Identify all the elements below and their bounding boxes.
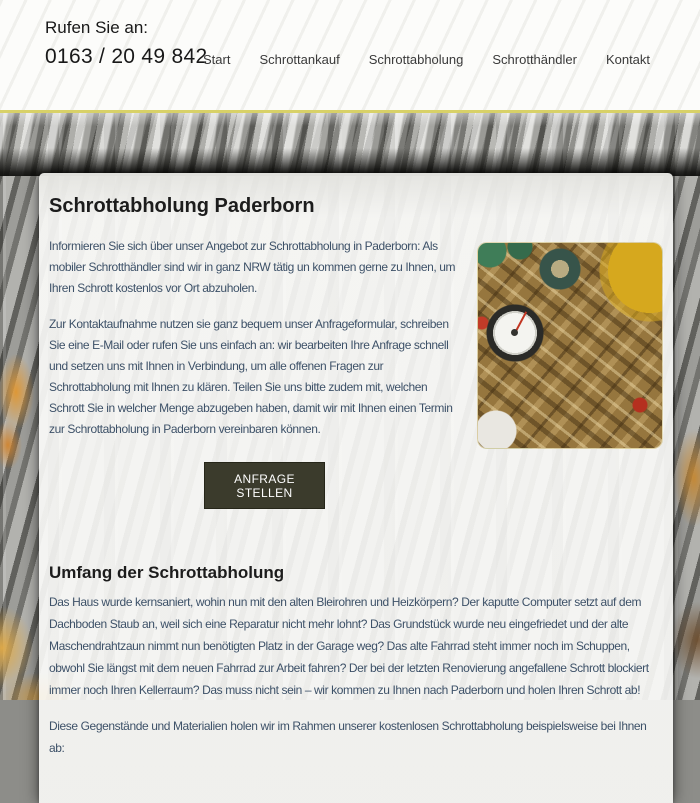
gauge-hub-shape: [511, 329, 518, 336]
contact-paragraph: Zur Kontaktaufnahme nutzen sie ganz bequem unser Anfrageformular, schreiben Sie eine E-Mail oder rufen Sie uns einfach an: wir bearbeiten Ihre Anfrage schnell und setzen uns mit Ihnen in Verbindung, um alle offenen Fragen zur Schrottabholung mit Ihnen zu klären. Teilen Sie uns bitte zudem mit, welchen Schrott Sie in welcher Menge abzugeben haben, damit wir mit Ihnen einen Termin zur Schrottabholung in Paderborn vereinbaren können.: [49, 317, 453, 436]
section-title: Umfang der Schrottabholung: [49, 563, 285, 582]
body-paragraph: Das Haus wurde kernsaniert, wohin nun mit den alten Bleirohren und Heizkörpern? Der kaputte Computer setzt auf dem Dachboden Staub an, weil sich eine Reparatur nicht mehr lohnt? Das Grundstück wurde neu eingefriedet und der alte Maschendrahtzaun nimmt nun benötigten Platz in der Garage weg? Das alte Fahrrad steht immer noch im Schuppen, obwohl Sie längst mit dem neuen Fahrrad zur Arbeit fahren? Der bei der letzten Renovierung angefallene Schrott blockiert immer noch Ihren Kellerraum? Das muss nicht sein – wir kommen zu Ihnen nach Paderborn und holen Ihren Schrott ab!: [49, 595, 649, 697]
nav-item-start[interactable]: Start: [203, 52, 231, 67]
intro-paragraph: Informieren Sie sich über unser Angebot zur Schrottabholung in Paderborn: Als mobiler Schrotthändler sind wir in ganz NRW tätig un kommen gerne zu Ihnen, um Ihren Schrott kostenlos vor Ort abzuholen.: [49, 239, 456, 295]
rebar-top-band: [0, 112, 700, 176]
main-nav: [203, 52, 650, 67]
nav-item-schrotthaendler[interactable]: Schrotthändler: [492, 52, 577, 67]
nav-item-schrottabholung[interactable]: Schrottabholung: [368, 52, 464, 67]
site-header: [0, 0, 700, 113]
nav-item-schrottankauf[interactable]: Schrottankauf: [259, 52, 340, 67]
phone-number: 0163 / 20 49 842: [45, 45, 208, 68]
nav-item-kontakt[interactable]: Kontakt: [605, 52, 651, 67]
page-title: Schrottabholung Paderborn: [49, 195, 315, 217]
list-intro-paragraph: Diese Gegenstände und Materialien holen wir im Rahmen unserer kostenlosen Schrottabholung beispielsweise bei Ihnen ab:: [49, 719, 647, 755]
call-us-label: Rufen Sie an:: [45, 18, 149, 37]
scrap-metal-photo: [477, 242, 663, 449]
anfrage-stellen-button[interactable]: ANFRAGE STELLEN: [204, 462, 325, 509]
content-card: [39, 173, 673, 803]
